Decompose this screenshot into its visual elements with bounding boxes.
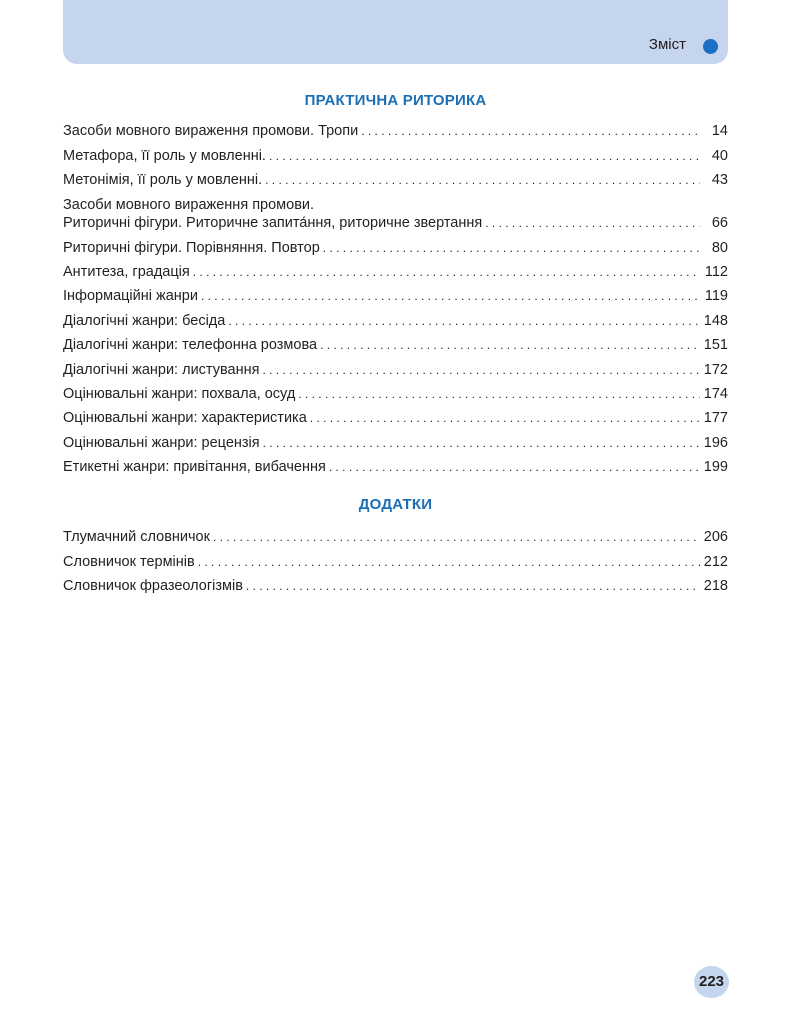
dot-leader [213,528,700,546]
toc-entry[interactable] [63,232,728,256]
toc-entry-page: 206 [703,529,728,546]
toc-entry-page: 66 [711,215,728,232]
toc-entry[interactable] [63,257,728,281]
toc-entry-page: 172 [703,361,728,378]
toc-entry[interactable] [63,305,728,329]
toc-entry-title [63,196,482,232]
toc-entry-title: Оцінювальні жанри: рецензія [63,434,260,451]
dot-leader [323,239,700,257]
toc-entry-title: Метафора, її роль у мовленні. [63,147,266,164]
toc-entry[interactable] [63,140,728,164]
dot-leader [201,287,700,305]
dot-leader [298,385,700,403]
toc-entry[interactable] [63,189,728,232]
toc-entry-title: Словничок фразеологізмів [63,578,243,595]
toc-entry[interactable] [63,452,728,476]
toc-entry[interactable] [63,330,728,354]
toc-entry-page: 151 [703,337,728,354]
dot-leader [246,577,700,595]
toc-entry-title: Метонімія, її роль у мовленні. [63,172,263,189]
toc-entry-title: Діалогічні жанри: листування [63,361,260,378]
toc-entry-title: Засоби мовного вираження промови. Тропи [63,123,359,140]
toc-entry-page: 218 [703,578,728,595]
dot-leader [265,171,700,189]
header-band [63,0,728,64]
toc-entry-title: Риторичні фігури. Порівняння. Повтор [63,239,320,256]
toc-entry[interactable] [63,522,728,546]
toc-entry[interactable] [63,281,728,305]
toc-entry-page: 14 [711,123,728,140]
toc-entry-page: 174 [703,385,728,402]
dot-leader [262,361,699,379]
toc-entry-page: 148 [703,312,728,329]
toc-entry-title: Інформаційні жанри [63,288,198,305]
toc-entry-title: Діалогічні жанри: телефонна розмова [63,337,318,354]
toc-list-practical-rhetoric [63,116,728,476]
toc-entry[interactable] [63,571,728,595]
header-dot-icon [703,39,718,54]
toc-entry-title: Оцінювальні жанри: характеристика [63,410,307,427]
toc-entry-page: 196 [703,434,728,451]
toc-entry[interactable] [63,116,728,140]
toc-entry-title: Антитеза, градація [63,263,190,280]
dot-leader [310,409,700,427]
toc-entry-title-line2: Риторичні фігури. Риторичне запита́ння, риторичне звертання [63,215,483,232]
section-title-practical-rhetoric: ПРАКТИЧНА РИТОРИКА [304,92,487,109]
toc-entry-title-line1: Засоби мовного вираження промови. [63,197,315,214]
toc-entry-title: Тлумачний словничок [63,529,210,546]
toc-entry-page: 112 [704,263,728,280]
toc-entry[interactable] [63,546,728,570]
toc-entry-page: 43 [711,172,728,189]
toc-entry-title: Словничок термінів [63,553,195,570]
toc-entry-page: 40 [711,147,728,164]
toc-entry[interactable] [63,427,728,451]
dot-leader [320,336,700,354]
toc-entry[interactable] [63,379,728,403]
toc-entry[interactable] [63,403,728,427]
toc-entry[interactable] [63,165,728,189]
header-title: Зміст [648,36,686,53]
toc-entry-page: 119 [704,288,728,305]
toc-entry-title: Етикетні жанри: привітання, вибачення [63,459,326,476]
toc-entry-page: 199 [703,459,728,476]
toc-entry-title: Оцінювальні жанри: похвала, осуд [63,385,296,402]
dot-leader [263,434,700,452]
toc-entry-title: Діалогічні жанри: бесіда [63,312,226,329]
dot-leader [485,214,700,232]
toc-entry-page: 177 [703,410,728,427]
dot-leader [228,312,699,330]
dot-leader [198,553,700,571]
dot-leader [269,147,700,165]
toc-entry-page: 80 [711,239,728,256]
toc-list-appendices [63,522,728,595]
toc-entry-page: 212 [703,553,728,570]
dot-leader [329,458,700,476]
dot-leader [361,122,700,140]
section-title-appendices: ДОДАТКИ [358,496,433,513]
page-number-badge: 223 [694,966,729,998]
dot-leader [193,263,700,281]
toc-entry[interactable] [63,354,728,378]
